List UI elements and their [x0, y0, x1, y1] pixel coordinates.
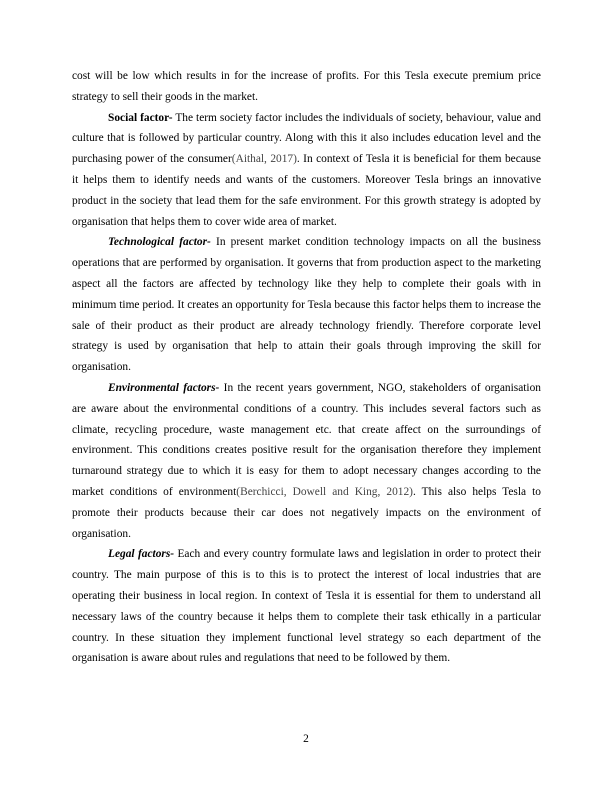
paragraph-social-factor: [72, 108, 541, 233]
heading-legal-factors: Legal factors-: [108, 548, 175, 561]
heading-technological-factor: Technological factor-: [108, 236, 211, 249]
heading-environmental-factors: Environmental factors-: [108, 381, 220, 394]
paragraph-body: Each and every country formulate laws and legislation in order to protect their country. The main purpose of this is to this is to protect the interest of local industries that are operating their business in local region. In context of Tesla it is essential for them to understand all necessary laws of the country because it helps them to complete their task ethically in a particular country. In these situation they implement functional level strategy so each department of the organisation is aware about rules and regulations that need to be followed by them.: [72, 548, 541, 665]
paragraph-tail: . This also helps Tesla to promote their products because their car does not negatively impacts on the environment of organisation.: [72, 485, 541, 540]
paragraph-continuation: [72, 66, 541, 108]
paragraph-environmental-factors: [72, 378, 541, 544]
paragraph-legal-factors: [72, 544, 541, 669]
paragraph-technological-factor: [72, 232, 541, 378]
paragraph-tail: . In context of Tesla it is beneficial for them because it helps them to identify needs and wants of the customers. Moreover Tesla brings an innovative product in the society that lead them for the safe environment. For this growth strategy is adopted by organisation that helps them to cover wide area of market.: [72, 153, 541, 228]
citation: (Aithal, 2017): [231, 153, 297, 166]
paragraph-body: In present market condition technology impacts on all the business operations that are performed by organisation. It governs that from production aspect to the marketing aspect all the factors are affected by technology like they help to complete their goals with in minimum time period. It creates an opportunity for Tesla because this factor helps them to increase the sale of their product as their product are already technology friendly. Therefore corporate level strategy is used by organisation that help to attain their goals through improving the skill for organisation.: [72, 236, 541, 374]
body-text: [72, 66, 541, 669]
paragraph-body: The term society factor includes the individuals of society, behaviour, value and culture that is followed by particular country. Along with this it also includes education level and the purchasing power of the consumer: [72, 111, 542, 166]
page-number: 2: [303, 733, 309, 745]
paragraph-body: cost will be low which results in for the increase of profits. For this Tesla execute premium price strategy to sell their goods in the market.: [72, 70, 541, 103]
paragraph-body: In the recent years government, NGO, stakeholders of organisation are aware about the environmental conditions of a country. This includes several factors such as climate, recycling procedure, waste management etc. that create affect on the surroundings of environment. This conditions creates positive result for the organisation therefore they implement turnaround strategy due to which it is easy for them to adopt necessary changes according to the market conditions of environment: [72, 381, 541, 498]
heading-social-factor: Social factor-: [108, 111, 173, 124]
citation: (Berchicci, Dowell and King, 2012): [236, 485, 413, 498]
